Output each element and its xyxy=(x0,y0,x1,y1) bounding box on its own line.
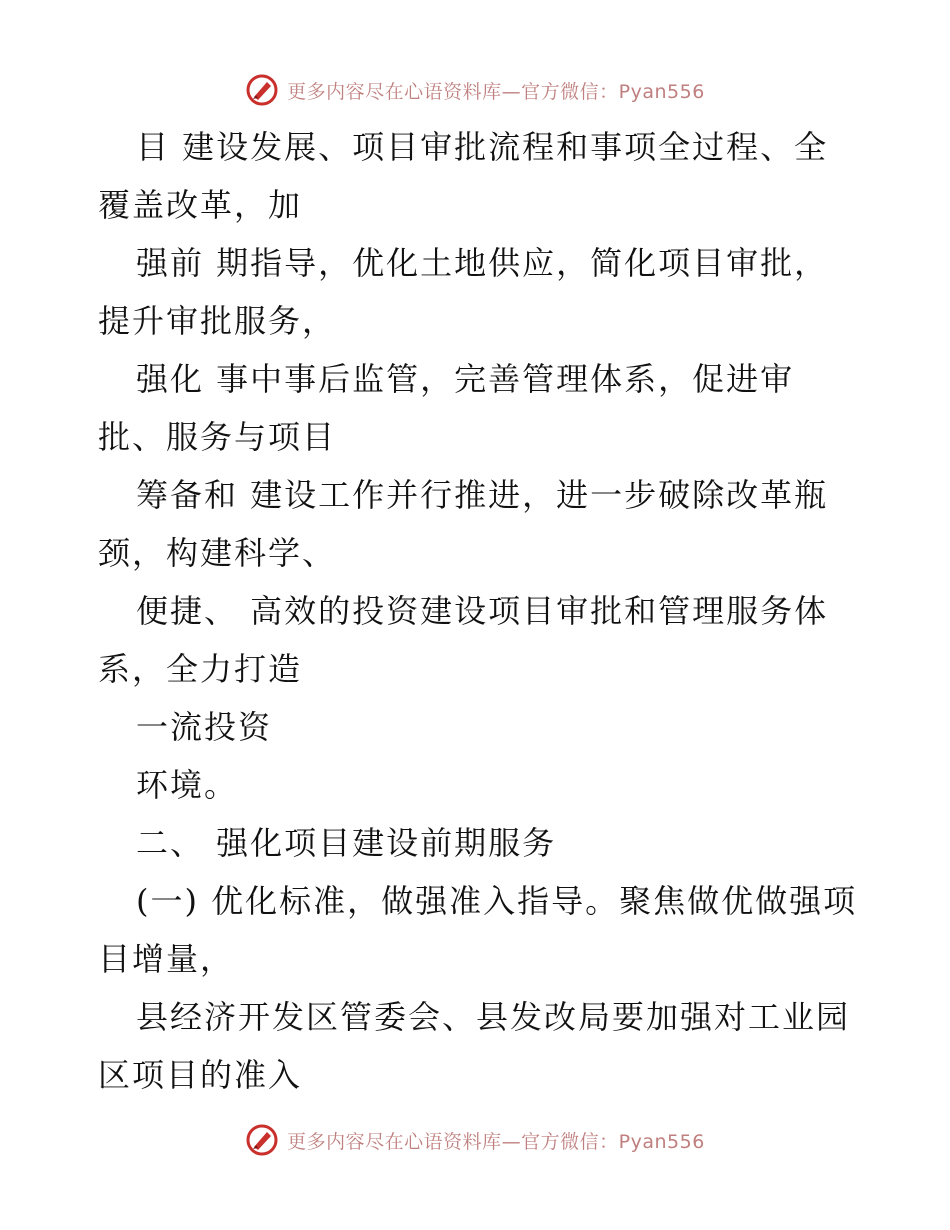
text-line: 便捷、 高效的投资建设项目审批和管理服务体 xyxy=(136,592,829,630)
text-line: 强化 事中事后监管，完善管理体系，促进审 xyxy=(136,360,795,398)
document-body xyxy=(98,118,858,1104)
footer-banner-text: 更多内容尽在心语资料库—官方微信：Pyan556 xyxy=(287,1130,705,1153)
footer-banner xyxy=(0,1120,950,1160)
text-line: 县经济开发区管委会、县发改局要加强对工业园 xyxy=(136,998,851,1036)
text-line: (一) 优化标准，做强准入指导。聚焦做优做强项 xyxy=(136,882,858,920)
text-line: 环境。 xyxy=(136,766,239,804)
text-line: 目 建设发展、项目审批流程和事项全过程、全 xyxy=(136,128,829,166)
pen-seal-icon xyxy=(245,1123,279,1157)
text-line: 目增量， xyxy=(98,940,235,978)
text-line: 强前 期指导，优化土地供应，简化项目审批， xyxy=(136,244,829,282)
text-line: 系，全力打造 xyxy=(98,650,303,688)
text-line: 二、 强化项目建设前期服务 xyxy=(136,824,557,862)
pen-seal-icon xyxy=(245,73,279,107)
text-line: 区项目的准入 xyxy=(98,1056,303,1094)
header-banner-text: 更多内容尽在心语资料库—官方微信：Pyan556 xyxy=(287,80,705,103)
text-line: 一流投资 xyxy=(136,708,273,746)
text-line: 提升审批服务， xyxy=(98,302,337,340)
text-line: 颈，构建科学、 xyxy=(98,534,337,572)
header-banner xyxy=(0,70,950,110)
text-line: 覆盖改革，加 xyxy=(98,186,303,224)
text-line: 批、服务与项目 xyxy=(98,418,337,456)
text-line: 筹备和 建设工作并行推进，进一步破除改革瓶 xyxy=(136,476,829,514)
